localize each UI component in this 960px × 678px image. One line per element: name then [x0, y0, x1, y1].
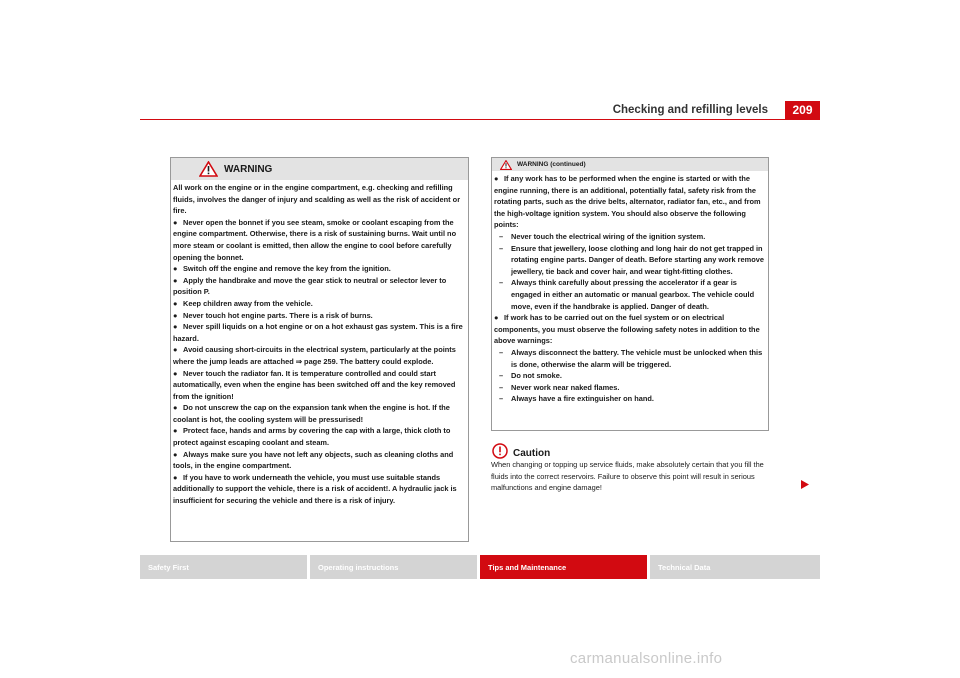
- dash-icon: –: [499, 371, 504, 381]
- warning-title: WARNING: [224, 163, 273, 175]
- warning-bullet: [173, 402, 466, 425]
- warning-bullet-text: Never open the bonnet if you see steam, smoke or coolant escaping from the engine compartment. Otherwise, there is a risk of sustaining burns. Wait until no more steam or coolant is emitted, then allow the engine to cool before carefully opening the bonnet.: [173, 217, 457, 262]
- warning-sub-item: [494, 382, 766, 394]
- warning-sub-item: [494, 277, 766, 312]
- warning-bullet: [173, 449, 466, 472]
- bullet-icon: ●: [494, 174, 499, 183]
- warning-bullet: [173, 368, 466, 403]
- warning-bullet-text: Protect face, hands and arms by covering the cap with a large, thick cloth to protect against escaping coolant and steam.: [173, 426, 451, 448]
- warning-sub-item-text: Never touch the electrical wiring of the ignition system.: [511, 231, 706, 241]
- nav-tab-operating-instructions[interactable]: Operating instructions: [310, 555, 477, 579]
- warning-intro: All work on the engine or in the engine compartment, e.g. checking and refilling fluids, involves the danger of injury and scalding as well as the risk of accident or fire.: [173, 183, 461, 216]
- warning-bullet: [173, 275, 466, 298]
- watermark: carmanualsonline.info: [570, 650, 723, 667]
- bullet-icon: ●: [173, 426, 178, 436]
- warning-bullet-text: Never spill liquids on a hot engine or on a hot exhaust gas system. This is a fire hazard.: [173, 322, 463, 343]
- caution-header: [492, 442, 550, 459]
- warning-triangle-icon: [199, 161, 218, 177]
- nav-tab-safety-first[interactable]: Safety First: [140, 555, 307, 579]
- caution-title: Caution: [513, 448, 551, 459]
- warning-bullet-text: If you have to work underneath the vehicle, you must use suitable stands additionally to support the vehicle, there is a risk of accident!. A hydraulic jack is insufficient for securing the vehicle and there is a risk of injury.: [173, 472, 457, 506]
- warning-continued-box: [491, 157, 769, 431]
- warning-bullet: [494, 173, 766, 231]
- warning-sub-item-text: Do not smoke.: [511, 371, 562, 381]
- warning-bullet-text: Keep children away from the vehicle.: [183, 298, 313, 308]
- warning-header: [171, 158, 468, 180]
- dash-icon: –: [499, 231, 504, 241]
- warning-sub-item: [494, 347, 766, 370]
- warning-bullet: [173, 310, 466, 322]
- dash-icon: –: [499, 382, 504, 392]
- warning-bullet-text: Avoid causing short-circuits in the electrical system, particularly at the points where the jump leads are attached ⇒ page 259. The battery could explode.: [173, 345, 456, 366]
- warning-bullet: [173, 298, 466, 310]
- warning-bullet-text: Apply the handbrake and move the gear stick to neutral or selector lever to position P.: [173, 275, 447, 297]
- bullet-icon: ●: [173, 322, 178, 332]
- warning-bullet-text: Never touch the radiator fan. It is temperature controlled and could start automatically, even when the engine has been switched off and the key removed from the ignition!: [173, 368, 456, 401]
- bullet-icon: ●: [494, 313, 499, 323]
- warning-bullet: [173, 344, 466, 367]
- header-divider: [140, 119, 820, 120]
- nav-tab-technical-data[interactable]: Technical Data: [650, 555, 820, 579]
- next-page-arrow-icon[interactable]: [801, 480, 809, 489]
- warning-bullet-text: Always make sure you have not left any objects, such as cleaning cloths and tools, in the engine compartment.: [173, 449, 454, 471]
- warning-continued-title: WARNING (continued): [517, 161, 586, 168]
- warning-triangle-icon: [500, 160, 512, 170]
- page-number: 209: [785, 101, 820, 119]
- warning-sub-item-text: Never work near naked flames.: [511, 382, 620, 392]
- bullet-icon: ●: [173, 368, 178, 378]
- warning-bullet: [173, 425, 466, 448]
- warning-sub-item-text: Ensure that jewellery, loose clothing and long hair do not get trapped in rotating engine parts. Danger of death. Before starting any work remove jewellery, tie back and cover hair, and wear tight-fitting clothes.: [511, 243, 764, 276]
- warning-bullet: [494, 312, 766, 347]
- caution-exclamation-icon: [492, 443, 508, 459]
- bullet-icon: ●: [173, 217, 178, 227]
- warning-bullet-text: If any work has to be performed when the engine is started or with the engine running, there is an additional, potentially fatal, safety risk from the rotating parts, such as the drive belts, alternator, radiator fan, etc., and from the high-voltage ignition system. You should also observe the following points:: [494, 174, 761, 230]
- warning-sub-item-text: Always disconnect the battery. The vehicle must be unlocked when this is done, otherwise the alarm will be triggered.: [511, 347, 763, 369]
- bullet-icon: ●: [173, 345, 178, 355]
- warning-sub-item: [494, 243, 766, 278]
- warning-sub-item: [494, 370, 766, 382]
- nav-tab-tips-and-maintenance[interactable]: Tips and Maintenance: [480, 555, 647, 579]
- warning-sub-item-text: Always have a fire extinguisher on hand.: [511, 394, 654, 404]
- warning-bullet: [173, 263, 466, 275]
- warning-sub-item: [494, 231, 766, 243]
- warning-continued-header: [492, 158, 768, 171]
- bullet-icon: ●: [173, 264, 178, 274]
- warning-bullet: [173, 472, 466, 507]
- warning-bullet-text: Never touch hot engine parts. There is a risk of burns.: [183, 310, 373, 320]
- dash-icon: –: [499, 347, 504, 357]
- dash-icon: –: [499, 394, 504, 404]
- warning-sub-item: [494, 393, 766, 405]
- bullet-icon: ●: [173, 472, 178, 482]
- warning-bullet-text: Do not unscrew the cap on the expansion tank when the engine is hot. If the coolant is hot, the cooling system will be pressurised!: [173, 403, 450, 424]
- warning-bullet-text: If work has to be carried out on the fuel system or on electrical components, you must observe the following safety notes in addition to the above warnings:: [494, 313, 760, 346]
- warning-box: [170, 157, 469, 542]
- warning-sub-item-text: Always think carefully about pressing the accelerator if a gear is engaged in either an automatic or manual gearbox. The vehicle could move, even if the handbrake is applied. Danger of death.: [511, 278, 755, 311]
- bullet-icon: ●: [173, 403, 178, 413]
- caution-text: When changing or topping up service fluids, make absolutely certain that you fill the fluids into the correct reservoirs. Failure to observe this point will result in serious malfunctions and engine damage!: [491, 460, 764, 493]
- bullet-icon: ●: [173, 310, 178, 320]
- warning-bullet-text: Switch off the engine and remove the key from the ignition.: [183, 264, 391, 274]
- page-header-title: Checking and refilling levels: [612, 104, 768, 116]
- bullet-icon: ●: [173, 449, 178, 459]
- dash-icon: –: [499, 243, 504, 253]
- warning-bullet: [173, 321, 466, 344]
- bullet-icon: ●: [173, 298, 178, 308]
- bullet-icon: ●: [173, 275, 178, 285]
- dash-icon: –: [499, 278, 504, 288]
- warning-bullet: [173, 217, 466, 263]
